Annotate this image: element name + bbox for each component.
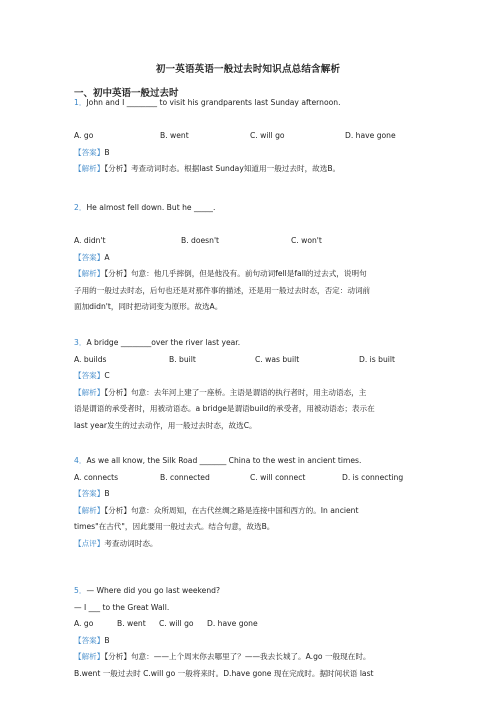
- option-c: C. will go: [250, 131, 285, 140]
- answer-tag: 【答案】: [74, 252, 105, 262]
- option-a: A. go: [74, 131, 94, 140]
- question-number: 3．: [74, 338, 87, 347]
- answer-tag: 【答案】: [74, 147, 105, 157]
- options-row: [74, 128, 424, 145]
- option-a: A. didn't: [74, 236, 106, 245]
- section-heading: 一、初中英语一般过去时: [74, 88, 179, 99]
- analysis-tag: 【解析】: [74, 652, 105, 661]
- options-row: [74, 470, 424, 487]
- answer-value: B: [104, 635, 110, 645]
- option-d: D. have gone: [345, 131, 396, 140]
- options-row: [74, 352, 424, 369]
- question-number: 4．: [74, 456, 87, 465]
- analysis-line: 语是谓语的承受者时，用被动语态。a bridge是谓语build的承受者，用被动语态；表示在: [74, 404, 375, 413]
- analysis-line: 【分析】句意：他几乎摔倒，但是他没有。前句动词fell是fall的过去式，说明句: [104, 269, 367, 278]
- option-d: D. is connecting: [342, 472, 404, 482]
- option-a: A. connects: [74, 472, 119, 482]
- option-b: B. doesn't: [181, 236, 220, 245]
- option-d: D. have gone: [207, 619, 258, 628]
- option-b: B. connected: [160, 472, 210, 482]
- option-b: B. went: [160, 131, 189, 140]
- question-stem: A bridge ________over the river last year.: [86, 338, 241, 347]
- analysis-line: last year发生的过去动作，用一般过去时态，故选C。: [74, 420, 257, 430]
- review-tag: 【点评】: [74, 538, 105, 548]
- answer-tag: 【答案】: [74, 489, 105, 498]
- option-a: A. builds: [74, 354, 107, 364]
- option-c: C. was built: [255, 354, 300, 364]
- question-4: [74, 453, 424, 552]
- answer-tag: 【答案】: [74, 371, 105, 380]
- analysis-text: 【分析】考查动词时态。根据last Sunday知道用一般过去时，故选B。: [104, 164, 341, 173]
- analysis-line: 【分析】句意：——上个周末你去哪里了？——我去长城了。A.go 一般现在时。: [104, 652, 371, 661]
- question-number: 5．: [74, 586, 87, 595]
- analysis-line: B.went 一般过去时 C.will go 一般将来时。D.have gone 现在完成时。据时间状语 last: [74, 668, 374, 678]
- question-2: [74, 200, 424, 316]
- question-1: [74, 95, 424, 178]
- question-stem: John and I ________ to visit his grandparents last Sunday afternoon.: [86, 98, 341, 107]
- question-stem: He almost fell down. But he _____.: [86, 203, 216, 212]
- analysis-tag: 【解析】: [74, 387, 105, 397]
- question-stem: As we all know, the Silk Road _______ China to the west in ancient times.: [86, 456, 362, 465]
- analysis-tag: 【解析】: [74, 269, 105, 278]
- option-b: B. built: [169, 354, 196, 364]
- answer-value: A: [104, 252, 110, 262]
- option-c: C. will connect: [250, 472, 306, 482]
- question-number: 1．: [74, 98, 87, 107]
- option-b: B. went: [117, 619, 146, 628]
- option-c: C. will go: [159, 619, 194, 628]
- options-row: [74, 616, 424, 633]
- question-stem: — I ___ to the Great Wall.: [74, 602, 170, 612]
- analysis-line: 面加didn't，同时把动词变为原形。故选A。: [74, 302, 223, 311]
- option-d: D. is built: [359, 354, 395, 364]
- analysis-line: 【分析】句意：去年河上建了一座桥。主语是谓语的执行者时，用主动语态，主: [104, 387, 367, 397]
- option-a: A. go: [74, 619, 94, 628]
- analysis-tag: 【解析】: [74, 164, 105, 173]
- analysis-line: times"在古代"，因此要用一般过去式。结合句意，故选B。: [74, 522, 275, 531]
- question-number: 2．: [74, 203, 87, 212]
- question-5: [74, 583, 424, 682]
- document-title: 初一英语英语一般过去时知识点总结含解析: [155, 64, 341, 75]
- answer-tag: 【答案】: [74, 635, 105, 645]
- answer-value: B: [104, 489, 110, 498]
- analysis-line: 【分析】句意：众所周知，在古代丝绸之路是连接中国和西方的。In ancient: [104, 505, 359, 515]
- answer-value: C: [104, 371, 110, 380]
- answer-value: B: [104, 147, 110, 157]
- option-c: C. won't: [291, 236, 322, 245]
- question-stem: — Where did you go last weekend?: [86, 586, 221, 595]
- analysis-tag: 【解析】: [74, 505, 105, 515]
- analysis-line: 子用的一般过去时态，后句也还是对那件事的描述，还是用一般过去时态，否定：动词前: [74, 285, 371, 295]
- question-3: [74, 335, 424, 434]
- review-text: 考查动词时态。: [104, 538, 158, 548]
- options-row: [74, 233, 424, 250]
